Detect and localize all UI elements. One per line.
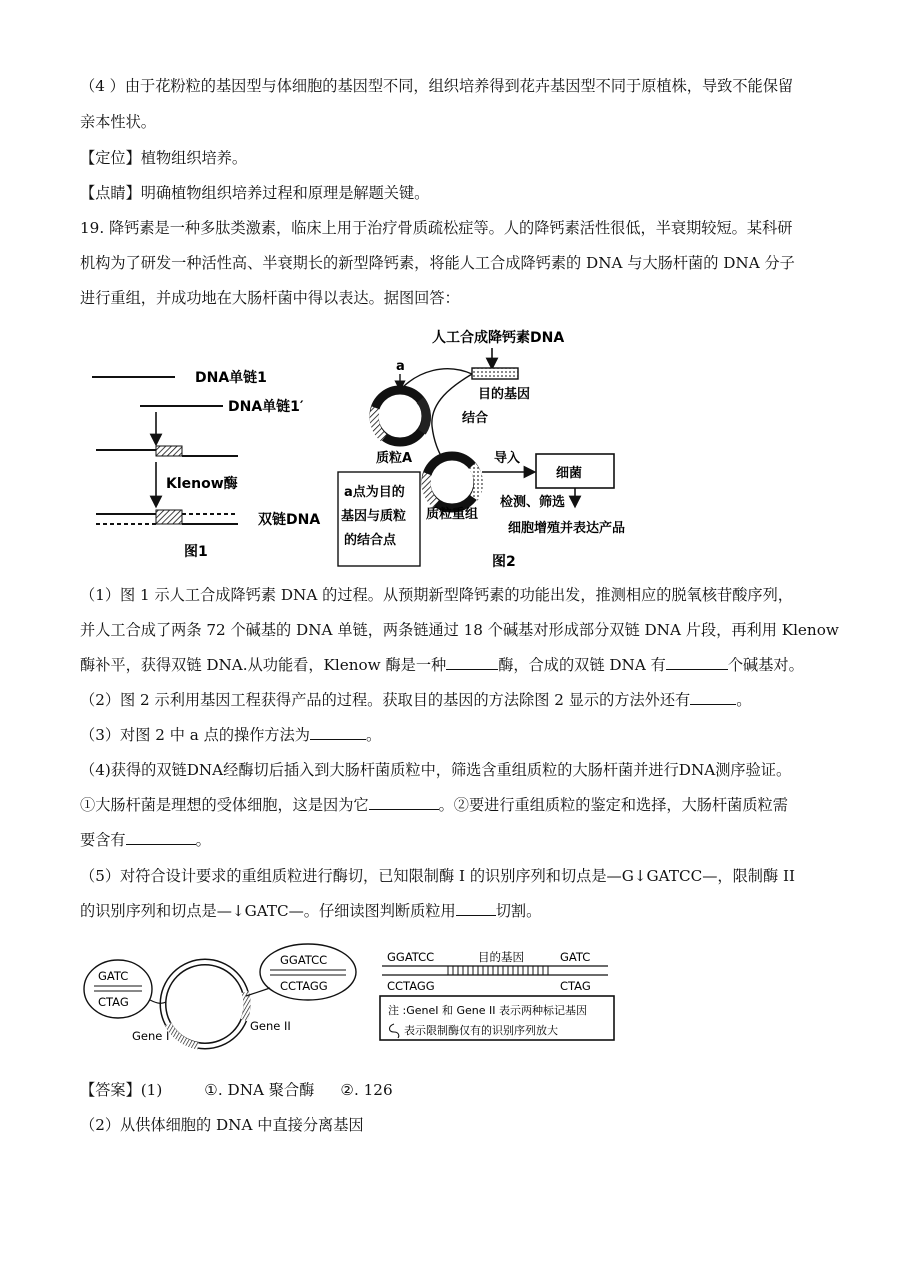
fig3-note-line2: 表示限制酶仅有的识别序列放大 — [404, 1024, 558, 1037]
sub-2-text-b: 。 — [736, 691, 752, 709]
fig1-chain1-label: DNA单链1 — [195, 370, 267, 386]
sub-2-line — [80, 690, 820, 710]
fig2-note-line2: 基因与质粒 — [341, 509, 407, 524]
answer-blank-4a[interactable] — [369, 795, 439, 810]
sub-5-line2 — [80, 901, 820, 921]
fig2-a-label: a — [396, 359, 405, 374]
fig2-bacteria-label: 细菌 — [556, 466, 583, 481]
answer-line-2: （2）从供体细胞的 DNA 中直接分离基因 — [80, 1116, 364, 1134]
fig3-note-line1: 注 :GeneI 和 Gene II 表示两种标记基因 — [388, 1004, 587, 1017]
sub-1-line2: 并人工合成了两条 72 个碱基的 DNA 单链，两条链通过 18 个碱基对形成部分双链 DNA 片段，再利用 Klenow — [80, 621, 839, 639]
fig2-detect-label: 检测、筛选 — [500, 495, 566, 510]
fig2-note-line1: a点为目的 — [344, 485, 405, 500]
sub-4-text-c: 要含有 — [80, 831, 126, 849]
sub-1-text-c: 个碱基对。 — [727, 656, 804, 674]
fig2-import-label: 导入 — [494, 451, 521, 466]
sub-4-line1: （4)获得的双链DNA经酶切后插入到大肠杆菌质粒中，筛选含重组质粒的大肠杆菌并进行DNA测序验证。 — [80, 761, 792, 779]
fig3-bottom-right-seq: CTAG — [560, 979, 591, 993]
fig2-note-line3: 的结合点 — [344, 533, 397, 548]
fig3-ggatcc-label: GGATCC — [280, 953, 328, 967]
fig1-chain1p-label: DNA单链1′ — [228, 399, 304, 415]
dingwei-line: 【定位】植物组织培养。 — [80, 149, 248, 167]
fig2-artificial-label: 人工合成降钙素DNA — [432, 330, 565, 346]
sub-1-line1: （1）图 1 示人工合成降钙素 DNA 的过程。从预期新型降钙素的功能出发，推测相应的脱氧核苷酸序列， — [80, 586, 793, 604]
fig3-top-right-seq: GATC — [560, 950, 591, 964]
fig2-combine-label: 结合 — [462, 411, 489, 426]
sub-5-text-b: 切割。 — [495, 902, 542, 920]
sub-2-text-a: （2）图 2 示利用基因工程获得产品的过程。获取目的基因的方法除图 2 显示的方法外还有 — [80, 691, 691, 709]
sub-1-text-b: 酶，合成的双链 DNA 有 — [498, 656, 666, 674]
sub-3-text-b: 。 — [365, 726, 382, 744]
fig1-caption: 图1 — [184, 544, 208, 560]
fig3-cctagg-label: CCTAGG — [280, 979, 328, 993]
fig2-caption: 图2 — [492, 554, 516, 570]
sub-4-line3 — [80, 830, 820, 850]
fig2-target-label: 目的基因 — [478, 387, 531, 402]
figure-3 — [80, 940, 640, 1060]
sub-4-text-a: ①大肠杆菌是理想的受体细胞，这是因为它 — [80, 796, 369, 814]
para-4-line2: 亲本性状。 — [80, 113, 156, 131]
bubble-icon — [390, 1024, 399, 1038]
sub-5-text-a: 的识别序列和切点是—↓GATC—。仔细读图判断质粒用 — [80, 902, 456, 920]
question-19-line1: 19. 降钙素是一种多肽类激素，临床上用于治疗骨质疏松症等。人的降钙素活性很低，半衰期较短。某科研 — [80, 219, 793, 237]
answer-blank-4b[interactable] — [126, 830, 196, 845]
question-19-line3: 进行重组，并成功地在大肠杆菌中得以表达。据图回答： — [80, 289, 460, 307]
fig2-express-label: 细胞增殖并表达产品 — [508, 521, 626, 536]
sub-5-line1: （5）对符合设计要求的重组质粒进行酶切，已知限制酶 I 的识别序列和切点是—G↓GATCC—，限制酶 II — [80, 867, 795, 885]
fig2-recomb-label: 质粒重组 — [426, 507, 479, 522]
sub-3-text-a: （3）对图 2 中 a 点的操作方法为 — [80, 726, 310, 744]
answer-blank-1a[interactable] — [446, 655, 498, 670]
fig3-gene2-label: Gene II — [250, 1019, 291, 1033]
fig2-plasmid-a-label: 质粒A — [376, 451, 413, 466]
answer-blank-2[interactable] — [690, 690, 736, 705]
answer-1b: ②. 126 — [340, 1081, 393, 1099]
fig1-enzyme-label: Klenow酶 — [166, 476, 238, 492]
fig3-ctag-label: CTAG — [98, 995, 129, 1009]
figure-2 — [338, 329, 625, 570]
fig1-double-label: 双链DNA — [258, 512, 321, 528]
sub-3-line — [80, 725, 820, 745]
sub-1-line3 — [80, 655, 820, 675]
sub-4-line2 — [80, 795, 820, 815]
fig2-target-gene-block — [472, 368, 518, 379]
fig3-gene1-segment — [168, 1024, 198, 1046]
para-4-line1: （4 ）由于花粉粒的基因型与体细胞的基因型不同，组织培养得到花卉基因型不同于原植株，导致不能保留 — [80, 77, 794, 95]
sub-4-text-b: 。②要进行重组质粒的鉴定和选择，大肠杆菌质粒需 — [438, 796, 788, 814]
fig3-bottom-left-seq: CCTAGG — [387, 979, 435, 993]
fig3-gatc-label: GATC — [98, 969, 129, 983]
answer-blank-1b[interactable] — [666, 655, 728, 670]
dianjing-line: 【点睛】明确植物组织培养过程和原理是解题关键。 — [80, 184, 430, 202]
question-19-line2: 机构为了研发一种活性高、半衰期长的新型降钙素，将能人工合成降钙素的 DNA 与大肠杆菌的 DNA 分子 — [80, 254, 795, 272]
answer-1a: ①. DNA 聚合酶 — [204, 1081, 315, 1099]
answer-blank-5[interactable] — [456, 901, 496, 916]
sub-1-text-a: 酶补平，获得双链 DNA.从功能看，Klenow 酶是一种 — [80, 656, 447, 674]
answer-blank-3[interactable] — [310, 725, 366, 740]
fig3-top-left-seq: GGATCC — [387, 950, 435, 964]
sub-4-text-d: 。 — [195, 831, 211, 849]
answer-line-1 — [80, 1080, 820, 1100]
fig3-gene1-label: Gene I — [132, 1029, 170, 1043]
figure-1-2 — [80, 322, 680, 572]
figure-1 — [92, 369, 320, 560]
fig3-target-gene-label: 目的基因 — [478, 950, 524, 964]
answer-label: 【答案】(1) — [80, 1081, 163, 1099]
